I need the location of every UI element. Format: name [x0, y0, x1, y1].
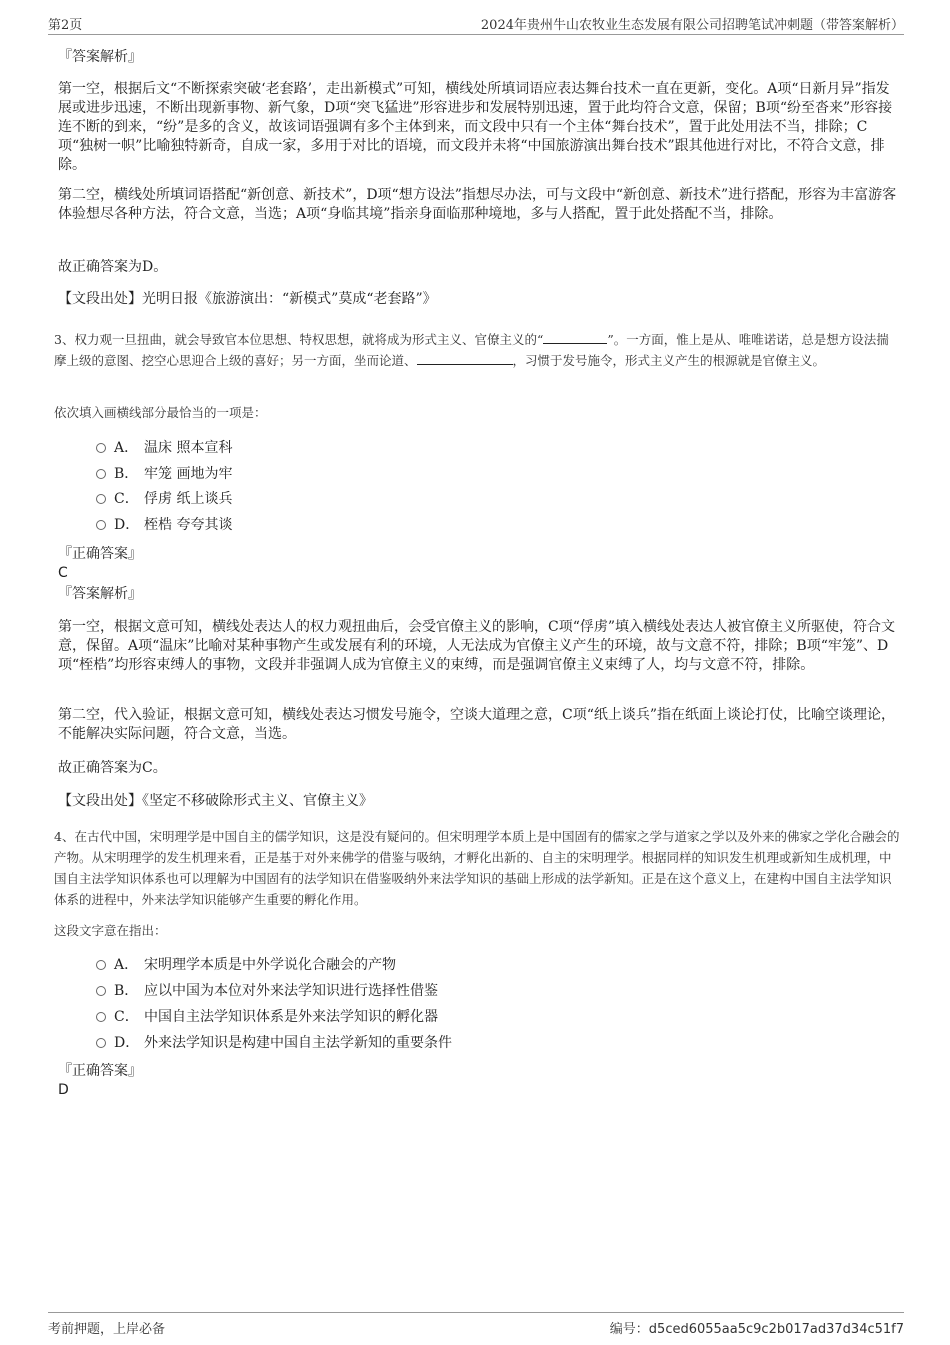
option-text: 外来法学知识是构建中国自主法学新知的重要条件 — [144, 1035, 452, 1051]
conclusion-text: 故正确答案为C。 — [58, 760, 167, 776]
analysis-heading: 『答案解析』 — [58, 586, 142, 602]
stem-text: ”。一方面，惟上是从、唯唯诺诺，总是想方设法揣摩上级的意图、挖空心思迎合上级的喜好；另一方面，坐而论道、 — [54, 332, 889, 368]
option-label: D． — [114, 1035, 140, 1051]
option-text: 应以中国为本位对外来法学知识进行选择性借鉴 — [144, 983, 438, 999]
radio-icon[interactable] — [96, 960, 106, 970]
option-label: A． — [114, 440, 139, 456]
option-a[interactable] — [96, 438, 232, 458]
fill-blank — [417, 352, 513, 365]
conclusion-text: 故正确答案为D。 — [58, 259, 168, 275]
fill-blank — [543, 331, 607, 344]
option-label: A． — [114, 957, 139, 973]
option-c[interactable] — [96, 489, 232, 509]
option-b[interactable] — [96, 464, 232, 484]
radio-icon[interactable] — [96, 1038, 106, 1048]
stem-text: 3、权力观一旦扭曲，就会导致官本位思想、特权思想，就将成为形式主义、官僚主义的“ — [54, 332, 544, 347]
radio-icon[interactable] — [96, 986, 106, 996]
page-header — [48, 14, 904, 35]
option-text: 中国自主法学知识体系是外来法学知识的孵化器 — [144, 1009, 438, 1025]
source-citation: 【文段出处】《坚定不移破除形式主义、官僚主义》 — [58, 793, 373, 809]
correct-answer: D — [58, 1082, 69, 1098]
source-citation: 【文段出处】光明日报《旅游演出：“新模式”莫成“老套路”》 — [58, 291, 437, 307]
option-b[interactable] — [96, 981, 438, 1001]
stem-text: ，习惯于发号施令，形式主义产生的根源就是官僚主义。 — [512, 353, 826, 368]
page-number: 第2页 — [48, 18, 83, 33]
radio-icon[interactable] — [96, 443, 106, 453]
footer-slogan: 考前押题，上岸必备 — [48, 1322, 166, 1337]
option-text: 温床 照本宣科 — [144, 440, 233, 456]
option-label: C． — [114, 1009, 139, 1025]
radio-icon[interactable] — [96, 469, 106, 479]
code-label: 编号： — [609, 1322, 649, 1337]
radio-icon[interactable] — [96, 494, 106, 504]
analysis-paragraph: 第一空，根据文意可知，横线处表达人的权力观扭曲后，会受官僚主义的影响，C项“俘虏”填入横线处表达人被官僚主义所驱使，符合文意，保留。A项“温床”比喻对某种事物产生或发展有利的环境，人无法成为官僚主义产生的环境，故与文意不符，排除；B项“牢笼”、D项“桎梏”均形容束缚人的事物，文段并非强调人成为官僚主义的束缚，而是强调官僚主义束缚了人，均与文意不符，排除。 — [58, 619, 896, 673]
document-code — [610, 1318, 904, 1337]
answer-heading: 『正确答案』 — [58, 546, 142, 562]
option-label: D． — [114, 517, 140, 533]
code-value: d5ced6055aa5c9c2b017ad37d34c51f7 — [648, 1322, 904, 1337]
correct-answer: C — [58, 565, 68, 581]
analysis-paragraph: 第二空，代入验证，根据文意可知，横线处表达习惯发号施令，空谈大道理之意，C项“纸上谈兵”指在纸面上谈论打仗，比喻空谈理论，不能解决实际问题，符合文意，当选。 — [58, 707, 896, 742]
question-prompt: 这段文字意在指出： — [54, 923, 167, 938]
radio-icon[interactable] — [96, 1012, 106, 1022]
option-label: C． — [114, 491, 139, 507]
option-d[interactable] — [96, 515, 232, 535]
question-stem: 4、在古代中国，宋明理学是中国自主的儒学知识，这是没有疑问的。但宋明理学本质上是中国固有的儒家之学与道家之学以及外来的佛家之学化合融会的产物。从宋明理学的发生机理来看，正是基于对外来佛学的借鉴与吸纳，才孵化出新的、自主的宋明理学。根据同样的知识发生机理或新知生成机理，中国自主法学知识体系也可以理解为中国固有的法学知识在借鉴吸纳外来法学知识的基础上形成的法学新知。正是在这个意义上，在建构中国自主法学知识体系的进程中，外来法学知识能够产生重要的孵化作用。 — [54, 829, 900, 907]
answer-heading: 『正确答案』 — [58, 1063, 142, 1079]
analysis-heading: 『答案解析』 — [58, 49, 142, 65]
radio-icon[interactable] — [96, 520, 106, 530]
option-c[interactable] — [96, 1007, 438, 1027]
analysis-paragraph: 第一空，根据后文“不断探索突破‘老套路’，走出新模式”可知，横线处所填词语应表达舞台技术一直在更新，变化。A项“日新月异”指发展或进步迅速，不断出现新事物、新气象，D项“突飞猛进”形容进步和发展特别迅速，置于此均符合文意，保留；B项“纷至沓来”形容接连不断的到来，“纷”是多的含义，故该词语强调有多个主体到来，而文段中只有一个主体“舞台技术”，置于此处用法不当，排除；C项“独树一帜”比喻独特新奇，自成一家，多用于对比的语境，而文段并未将“中国旅游演出舞台技术”跟其他进行对比，不符合文意，排除。 — [58, 81, 893, 173]
document-title: 2024年贵州牛山农牧业生态发展有限公司招聘笔试冲刺题（带答案解析） — [480, 18, 904, 33]
analysis-paragraph: 第二空，横线处所填词语搭配“新创意、新技术”，D项“想方设法”指想尽办法，可与文段中“新创意、新技术”进行搭配，形容为丰富游客体验想尽各种方法，符合文意，当选；A项“身临其境”指亲身面临那种境地，多与人搭配，置于此处搭配不当，排除。 — [58, 187, 897, 222]
option-label: B． — [114, 466, 139, 482]
question-stem — [54, 329, 900, 371]
option-d[interactable] — [96, 1033, 452, 1053]
option-label: B． — [114, 983, 139, 999]
page-footer — [48, 1312, 904, 1337]
option-a[interactable] — [96, 955, 396, 975]
option-text: 牢笼 画地为牢 — [144, 466, 233, 482]
option-text: 俘虏 纸上谈兵 — [144, 491, 233, 507]
option-text: 宋明理学本质是中外学说化合融会的产物 — [144, 957, 396, 973]
question-prompt: 依次填入画横线部分最恰当的一项是： — [54, 405, 267, 420]
option-text: 桎梏 夸夸其谈 — [144, 517, 233, 533]
